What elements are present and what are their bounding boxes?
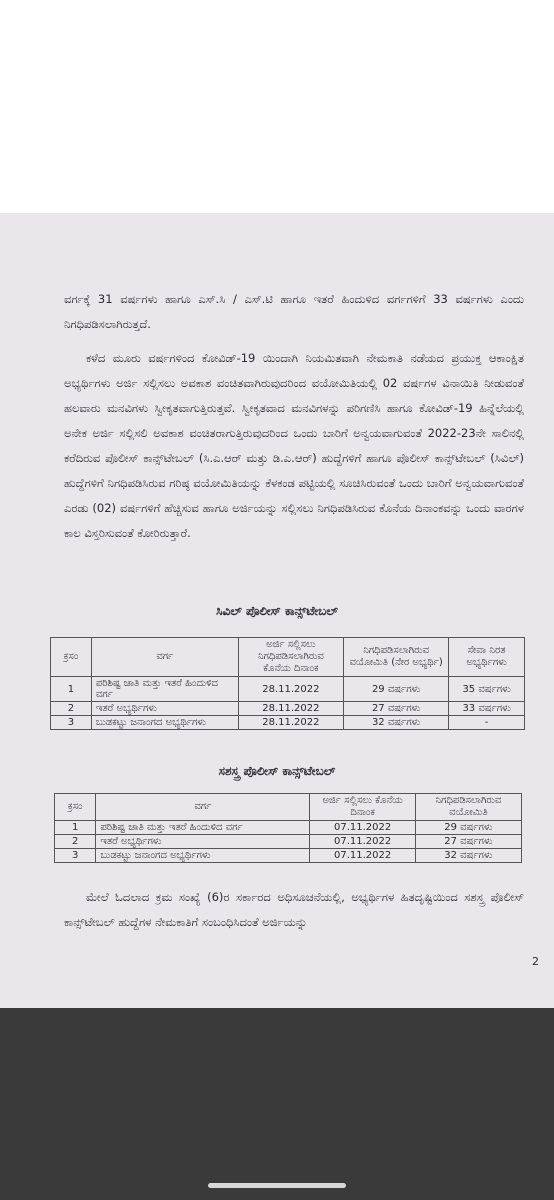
table-row xyxy=(51,702,525,716)
cell-age: 29 ವರ್ಷಗಳು xyxy=(344,677,449,702)
cell-serial: 2 xyxy=(51,702,92,716)
cell-age: 27 ವರ್ಷಗಳು xyxy=(344,702,449,716)
bottom-bar xyxy=(0,1008,554,1200)
cell-service: 35 ವರ್ಷಗಳು xyxy=(449,677,525,702)
col-age-limit: ನಿಗಧಿಪಡಿಸಲಾಗಿರುವ ವಯೋಮಿತಿ (ನೇರ ಅಭ್ಯರ್ಥಿ) xyxy=(344,638,449,677)
col-category: ವರ್ಗ xyxy=(91,638,238,677)
status-bar-area xyxy=(0,0,554,40)
cell-serial: 3 xyxy=(51,716,92,730)
cell-category: ಪರಿಶಿಷ್ಟ ಜಾತಿ ಮತ್ತು ಇತರೆ ಹಿಂದುಳಿದ ವರ್ಗ xyxy=(91,677,238,702)
cell-date: 07.11.2022 xyxy=(310,849,415,863)
cell-category: ಇತರೆ ಅಭ್ಯರ್ಥಿಗಳು xyxy=(91,702,238,716)
col-last-date: ಅರ್ಜಿ ಸಲ್ಲಿಸಲು ನಿಗಧಿಪಡಿಸಲಾಗಿರುವ ಕೊನೆಯ ದಿನಾಂಕ xyxy=(238,638,343,677)
table-row xyxy=(51,677,525,702)
cell-date: 28.11.2022 xyxy=(238,677,343,702)
cell-serial: 1 xyxy=(51,677,92,702)
cell-serial: 3 xyxy=(55,849,96,863)
col-last-date: ಅರ್ಜಿ ಸಲ್ಲಿಸಲು ಕೊನೆಯ ದಿನಾಂಕ xyxy=(310,794,415,821)
cell-category: ಬುಡಕಟ್ಟು ಜನಾಂಗದ ಅಭ್ಯರ್ಥಿಗಳು xyxy=(91,716,238,730)
table-row xyxy=(55,849,522,863)
table-row xyxy=(55,835,522,849)
table-row xyxy=(51,716,525,730)
cell-category: ಇತರೆ ಅಭ್ಯರ್ಥಿಗಳು xyxy=(96,835,310,849)
cell-date: 07.11.2022 xyxy=(310,821,415,835)
cell-category: ಪರಿಶಿಷ್ಟ ಜಾತಿ ಮತ್ತು ಇತರೆ ಹಿಂದುಳಿದ ವರ್ಗ xyxy=(96,821,310,835)
paragraph-notification: ಮೇಲೆ ಓದಲಾದ ಕ್ರಮ ಸಂಖ್ಯೆ (6)ರ ಸರ್ಕಾರದ ಅಧಿಸೂಚನೆಯಲ್ಲಿ, ಅಭ್ಯರ್ಥಿಗಳ ಹಿತದೃಷ್ಟಿಯಿಂದ ಸಶಸ್ತ್ರ ಪೊಲೀಸ್ ಕಾನ್ಸ್‌ಟೇಬಲ್ ಹುದ್ದೆಗಳ ನೇಮಕಾತಿಗೆ ಸಂಬಂಧಿಸಿದಂತೆ ಅರ್ಜಿಯನ್ನು xyxy=(64,890,524,929)
col-in-service: ಸೇವಾ ನಿರತ ಅಭ್ಯರ್ಥಿಗಳು xyxy=(449,638,525,677)
document-page xyxy=(0,213,554,1008)
col-category: ವರ್ಗ xyxy=(96,794,310,821)
cell-category: ಬುಡಕಟ್ಟು ಜನಾಂಗದ ಅಭ್ಯರ್ಥಿಗಳು xyxy=(96,849,310,863)
table2-title: ಸಶಸ್ತ್ರ ಪೊಲೀಸ್ ಕಾನ್ಸ್‌ಟೇಬಲ್ xyxy=(218,764,336,778)
cell-age: 27 ವರ್ಷಗಳು xyxy=(415,835,521,849)
cell-serial: 2 xyxy=(55,835,96,849)
table-row xyxy=(55,821,522,835)
table-header-row xyxy=(51,638,525,677)
cell-age: 29 ವರ್ಷಗಳು xyxy=(415,821,521,835)
paragraph-request: ಕಳೆದ ಮೂರು ವರ್ಷಗಳಿಂದ ಕೋವಿಡ್-19 ಯಿಂದಾಗಿ ನಿಯಮಿತವಾಗಿ ನೇಮಕಾತಿ ನಡೆಯದ ಪ್ರಯುಕ್ತ ಆಕಾಂಕ್ಷಿತ ಅಭ್ಯರ್ಥಿಗಳು ಅರ್ಜಿ ಸಲ್ಲಿಸಲು ಅವಕಾಶ ವಂಚಿತವಾಗಿರುವುದರಿಂದ ವಯೋಮಿತಿಯಲ್ಲಿ 02 ವರ್ಷಗಳ ವಿನಾಯಿತಿ ನೀಡುವಂತೆ ಹಲವಾರು ಮನವಿಗಳು ಸ್ವೀಕೃತವಾಗುತ್ತಿರುತ್ತವೆ. ಸ್ವೀಕೃತವಾದ ಮನವಿಗಳನ್ನು ಪರಿಗಣಿಸಿ ಹಾಗೂ ಕೋವಿಡ್-19 ಹಿನ್ನೆಲೆಯಲ್ಲಿ ಅನೇಕ ಅರ್ಜಿ ಸಲ್ಲಿಸಲಿ ಅವಕಾಶ ವಂಚಿತರಾಗುತ್ತಿರುವುದರಿಂದ ಒಂದು ಬಾರಿಗೆ ಅನ್ವಯವಾಗುವಂತೆ 2022-23ನೇ ಸಾಲಿನಲ್ಲಿ ಕರೆದಿರುವ ಪೊಲೀಸ್ ಕಾನ್ಸ್‌ಟೇಬಲ್ (ಸಿ.ಎ.ಆರ್ ಮತ್ತು ಡಿ.ಎ.ಆರ್) ಹುದ್ದೆಗಳಿಗೆ ಹಾಗೂ ಪೊಲೀಸ್ ಕಾನ್ಸ್‌ಟೇಬಲ್ (ಸಿವಿಲ್) ಹುದ್ದೆಗಳಿಗೆ ನಿಗಧಿಪಡಿಸಿರುವ ಗರಿಷ್ಠ ವಯೋಮಿತಿಯನ್ನು ಕೆಳಕಂಡ ಪಟ್ಟಿಯಲ್ಲಿ ಸೂಚಿಸಿರುವಂತೆ ಒಂದು ಬಾರಿಗೆ ಅನ್ವಯವಾಗುವಂತೆ ಎರಡು (02) ವರ್ಷಗಳಿಗೆ ಹೆಚ್ಚಿಸುವ ಹಾಗೂ ಅರ್ಜಿಯನ್ನು ಸಲ್ಲಿಸಲು ನಿಗಧಿಪಡಿಸಿರುವ ಕೊನೆಯ ದಿನಾಂಕವನ್ನು ಒಂದು ವಾರಗಳ ಕಾಲ ವಿಸ್ತರಿಸುವಂತೆ ಕೋರಿರುತ್ತಾರೆ. xyxy=(64,351,524,540)
cell-date: 28.11.2022 xyxy=(238,716,343,730)
cell-serial: 1 xyxy=(55,821,96,835)
table-header-row xyxy=(55,794,522,821)
cell-age: 32 ವರ್ಷಗಳು xyxy=(344,716,449,730)
cell-date: 28.11.2022 xyxy=(238,702,343,716)
col-serial: ಕ್ರಸಂ xyxy=(55,794,96,821)
armed-police-table xyxy=(54,793,522,863)
cell-age: 32 ವರ್ಷಗಳು xyxy=(415,849,521,863)
civil-police-table xyxy=(50,637,525,730)
table1-title: ಸಿವಿಲ್ ಪೊಲೀಸ್ ಕಾನ್ಸ್‌ಟೇಬಲ್ xyxy=(216,604,338,618)
paragraph-age-limits: ವರ್ಗಕ್ಕೆ 31 ವರ್ಷಗಳು ಹಾಗೂ ಎಸ್.ಸಿ / ಎಸ್.ಟಿ ಹಾಗೂ ಇತರೆ ಹಿಂದುಳಿದ ವರ್ಗಗಳಿಗೆ 33 ವರ್ಷಗಳು ಎಂದು ನಿಗಧಿಪಡಿಸಲಾಗಿರುತ್ತದೆ. xyxy=(64,292,524,331)
col-serial: ಕ್ರಸಂ xyxy=(51,638,92,677)
cell-service: - xyxy=(449,716,525,730)
col-age-limit: ನಿಗಧಿಪಡಿಸಲಾಗಿರುವ ವಯೋಮಿತಿ xyxy=(415,794,521,821)
page-number: 2 xyxy=(532,955,539,968)
home-indicator[interactable] xyxy=(208,1183,346,1188)
cell-date: 07.11.2022 xyxy=(310,835,415,849)
cell-service: 33 ವರ್ಷಗಳು xyxy=(449,702,525,716)
